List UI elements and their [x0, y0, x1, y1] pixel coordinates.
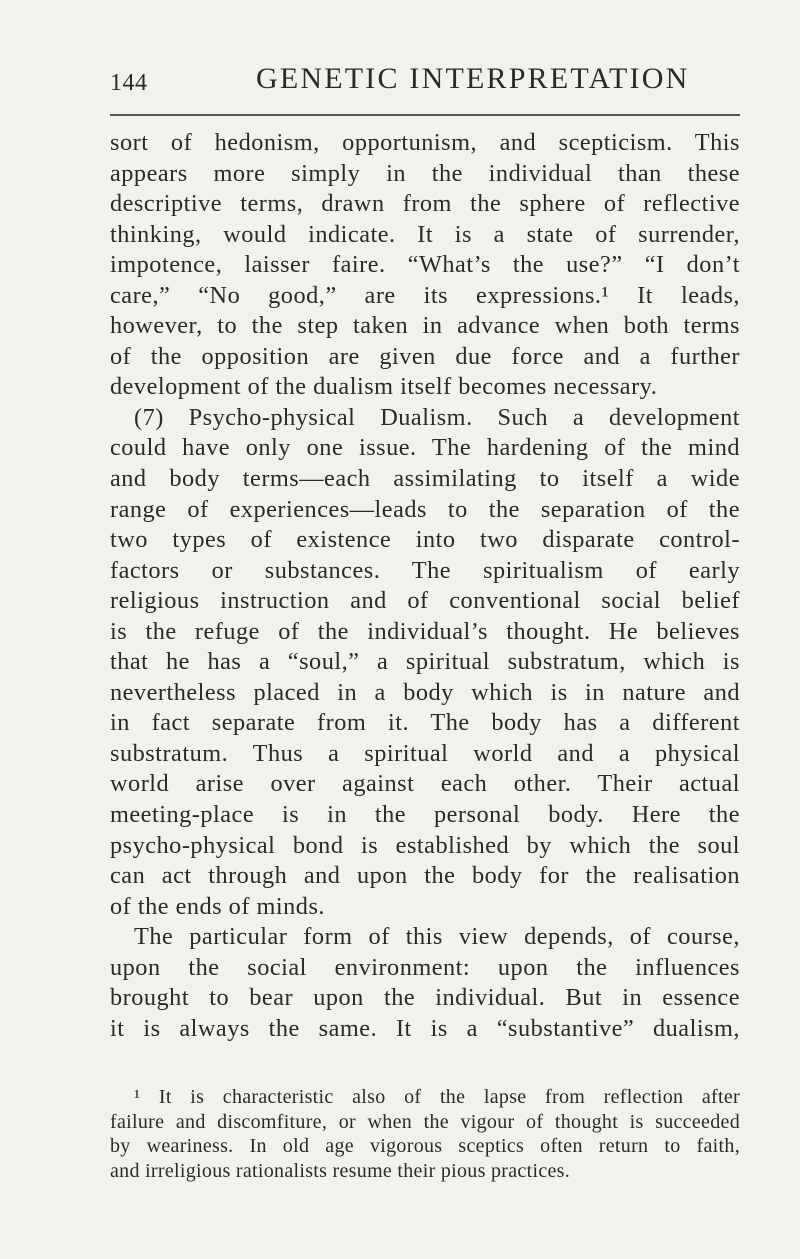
text-line: impotence, laisser faire. “What’s the use?” “I don’t [110, 251, 740, 279]
text-line: in fact separate from it. The body has a different [110, 709, 740, 737]
text-line: it is always the same. It is a “substantive” dualism, [110, 1014, 740, 1042]
page-header [110, 62, 740, 102]
text-line: world arise over against each other. Their actual [110, 770, 740, 798]
text-line: thinking, would indicate. It is a state of surrender, [110, 220, 740, 248]
text-line: two types of existence into two disparate control- [110, 526, 740, 554]
text-line: psycho-physical bond is established by which the soul [110, 831, 740, 859]
text-line: factors or substances. The spiritualism of early [110, 556, 740, 584]
text-line: can act through and upon the body for the realisation [110, 862, 740, 890]
text-line: upon the social environment: upon the influences [110, 953, 740, 981]
text-line: range of experiences—leads to the separation of the [110, 495, 740, 523]
text-line: nevertheless placed in a body which is in nature and [110, 678, 740, 706]
text-line: that he has a “soul,” a spiritual substratum, which is [110, 648, 740, 676]
body-text [110, 128, 740, 1044]
footnote-line: and irreligious rationalists resume their pious practices. [110, 1159, 571, 1182]
text-line: descriptive terms, drawn from the sphere of reflective [110, 190, 740, 218]
text-line: and body terms—each assimilating to itself a wide [110, 465, 740, 493]
footnote-line: by weariness. In old age vigorous sceptics often return to faith, [110, 1135, 740, 1157]
text-line: of the opposition are given due force and a further [110, 342, 740, 370]
footnote-line: failure and discomfiture, or when the vigour of thought is succeeded [110, 1110, 740, 1133]
text-line: appears more simply in the individual than these [110, 159, 740, 187]
text-line: care,” “No good,” are its expressions.¹ It leads, [110, 281, 740, 309]
footnote [110, 1085, 740, 1183]
text-line: could have only one issue. The hardening of the mind [110, 434, 740, 462]
text-line: The particular form of this view depends, of course, [134, 923, 740, 951]
text-line: brought to bear upon the individual. But in essence [110, 984, 740, 1012]
text-line: substratum. Thus a spiritual world and a physical [110, 739, 740, 767]
text-line: of the ends of minds. [110, 892, 325, 920]
text-line: sort of hedonism, opportunism, and scepticism. This [110, 129, 740, 156]
page-number: 144 [110, 70, 148, 96]
footnote-line: ¹ It is characteristic also of the lapse from reflection after [134, 1086, 740, 1108]
text-line: development of the dualism itself becomes necessary. [110, 373, 658, 401]
text-line: however, to the step taken in advance when both terms [110, 312, 740, 340]
running-head: GENETIC INTERPRETATION [256, 62, 690, 95]
text-line: religious instruction and of conventional social belief [110, 587, 740, 615]
text-line: meeting-place is in the personal body. Here the [110, 801, 740, 829]
section-heading-line: (7) Psycho-physical Dualism. Such a development [134, 403, 740, 431]
text-line: is the refuge of the individual’s thought. He believes [110, 617, 740, 645]
header-rule [110, 114, 740, 116]
